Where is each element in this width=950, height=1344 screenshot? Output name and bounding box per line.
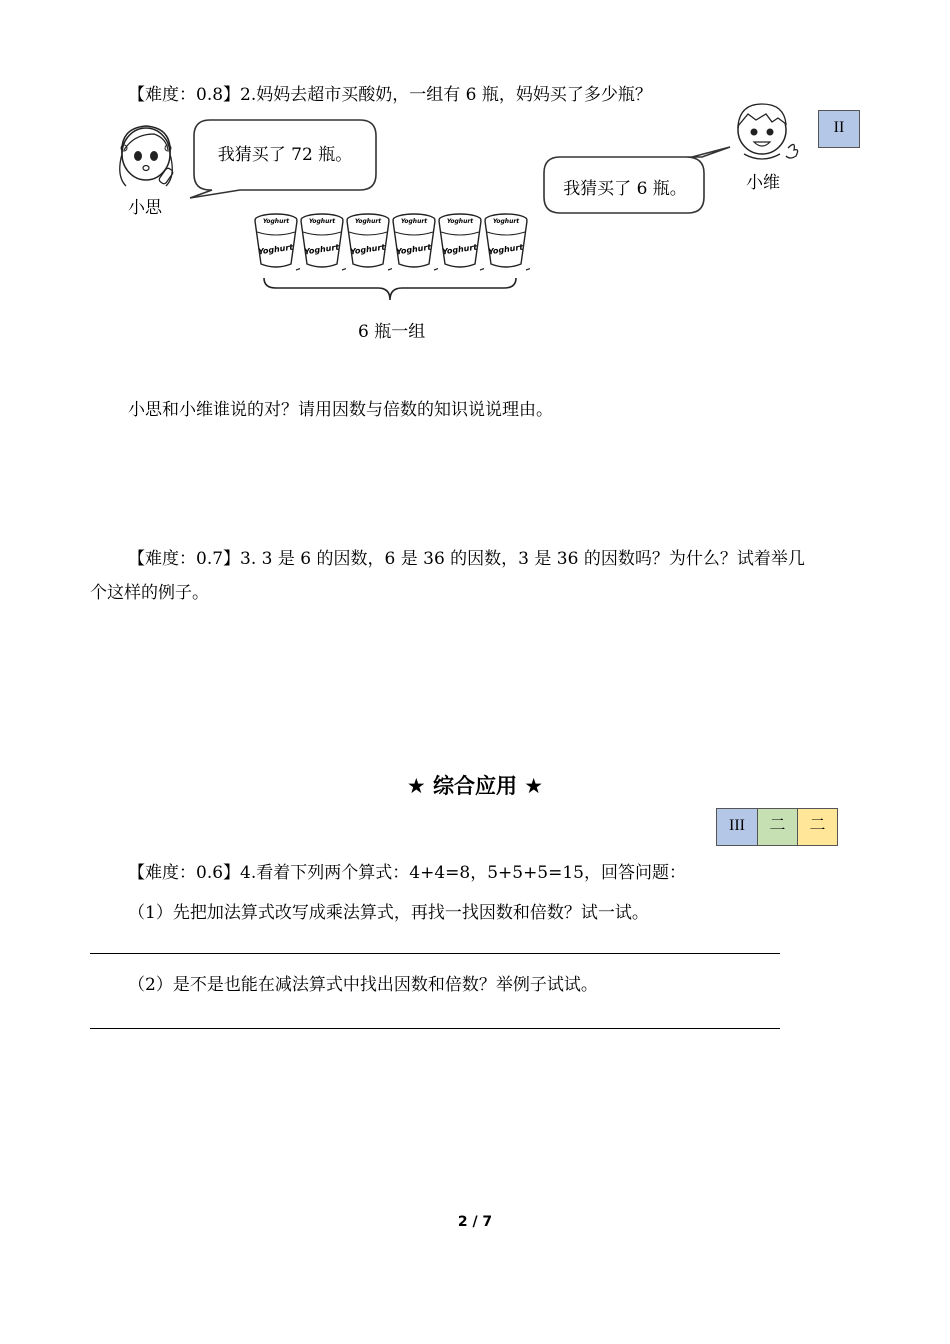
page-number: 2 / 7 bbox=[457, 1214, 493, 1230]
svg-text:Yoghurt: Yoghurt bbox=[446, 218, 474, 225]
svg-text:Yoghurt: Yoghurt bbox=[349, 242, 386, 257]
question-2-prompt: 小思和小维谁说的对？请用因数与倍数的知识说说理由。 bbox=[128, 400, 553, 420]
svg-text:Yoghurt: Yoghurt bbox=[308, 218, 336, 225]
boy-speech-text: 我猜买了 6 瓶。 bbox=[563, 179, 687, 199]
answer-line-1[interactable] bbox=[90, 953, 780, 954]
question-3-text: 【难度：0.7】3. 3 是 6 的因数，6 是 36 的因数，3 是 36 的因数吗？为什么？试着举几 bbox=[128, 549, 805, 569]
svg-text:Yoghurt: Yoghurt bbox=[400, 218, 428, 225]
unit-badge: 二 bbox=[797, 808, 838, 846]
yoghurt-cup-icon bbox=[252, 212, 300, 274]
question-4-text: 【难度：0.6】4.看着下列两个算式：4+4=8，5+5+5=15，回答问题： bbox=[128, 863, 687, 883]
boy-name: 小维 bbox=[746, 173, 780, 193]
svg-text:Yoghurt: Yoghurt bbox=[262, 218, 290, 225]
question-4-part-2: （2）是不是也能在减法算式中找出因数和倍数？举例子试试。 bbox=[128, 975, 598, 995]
svg-text:Yoghurt: Yoghurt bbox=[441, 242, 478, 257]
section-title: ★ 综合应用 ★ bbox=[406, 774, 544, 798]
question-2-text: 【难度：0.8】2.妈妈去超市买酸奶，一组有 6 瓶，妈妈买了多少瓶？ bbox=[128, 85, 652, 105]
svg-text:Yoghurt: Yoghurt bbox=[354, 218, 382, 225]
chapter-badge: 二 bbox=[757, 808, 798, 846]
level-badge: II bbox=[818, 110, 860, 148]
yoghurt-cup-group bbox=[252, 212, 532, 274]
yoghurt-cup-icon bbox=[390, 212, 438, 274]
group-brace bbox=[262, 276, 518, 304]
difficulty-badge: III bbox=[716, 808, 758, 846]
group-caption: 6 瓶一组 bbox=[358, 322, 426, 342]
svg-text:Yoghurt: Yoghurt bbox=[257, 242, 294, 257]
yoghurt-cup-icon bbox=[298, 212, 346, 274]
svg-text:Yoghurt: Yoghurt bbox=[492, 218, 520, 225]
svg-text:Yoghurt: Yoghurt bbox=[487, 242, 524, 257]
question-4-part-1: （1）先把加法算式改写成乘法算式，再找一找因数和倍数？试一试。 bbox=[128, 903, 649, 923]
yoghurt-cup-icon bbox=[482, 212, 530, 274]
yoghurt-cup-icon bbox=[436, 212, 484, 274]
girl-name: 小思 bbox=[128, 198, 162, 218]
yoghurt-cup-icon bbox=[344, 212, 392, 274]
girl-speech-text: 我猜买了 72 瓶。 bbox=[217, 145, 353, 165]
svg-text:Yoghurt: Yoghurt bbox=[303, 242, 340, 257]
answer-line-2[interactable] bbox=[90, 1028, 780, 1029]
svg-text:Yoghurt: Yoghurt bbox=[395, 242, 432, 257]
question-3-text-continued: 个这样的例子。 bbox=[90, 583, 209, 603]
